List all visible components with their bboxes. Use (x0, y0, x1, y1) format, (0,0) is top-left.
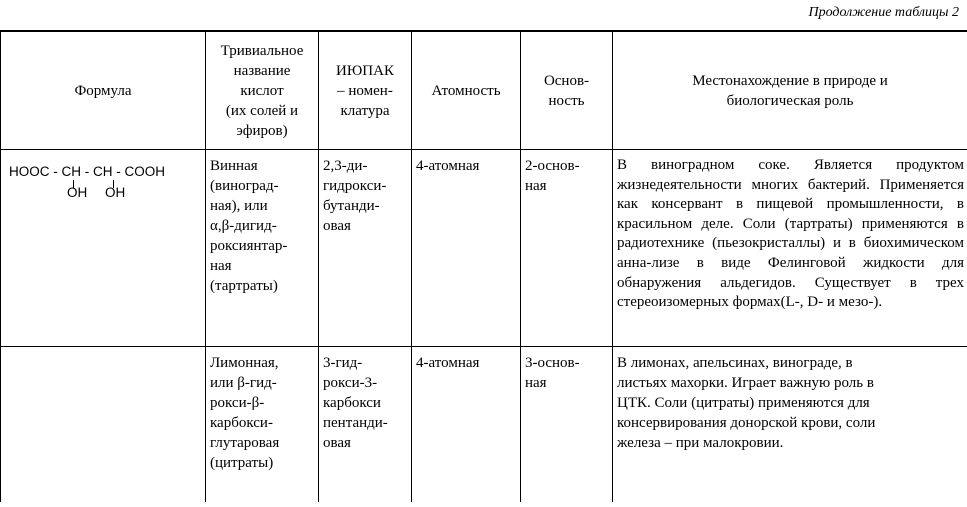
iupac-cell: 3-гид- рокси-3- карбокси пентанди- овая (319, 347, 412, 503)
header-location-role: Местонахождение в природе и биологическая роль (613, 31, 967, 150)
basicity-cell: 3-основ- ная (521, 347, 613, 503)
header-atomicity: Атомность (412, 31, 521, 150)
formula-main-chain: HOOC - CH - CH - COOH (9, 164, 165, 179)
table-continuation-caption: Продолжение таблицы 2 (808, 5, 959, 20)
formula-oh-1: OH (67, 185, 88, 200)
header-iupac: ИЮПАК – номен- клатура (319, 31, 412, 150)
header-basicity: Основ- ность (521, 31, 613, 150)
atomicity-cell: 4-атомная (412, 347, 521, 503)
iupac-cell: 2,3-ди- гидрокси- бутанди- овая (319, 150, 412, 347)
acids-table (0, 30, 967, 502)
basicity-cell: 2-основ- ная (521, 150, 613, 347)
location-cell: В виноградном соке. Является продуктом жизнедеятельности многих бактерий. Применяется как консервант в пищевой промышленности, в красильном деле. Соли (тартраты) применяются в радиотехнике (пьезокристаллы) и в биохимическом анна-лизе в виде Фелинговой жидкости для обнаружения альдегидов. Существует в трех стереоизомерных формах(L-, D- и мезо-). (613, 150, 967, 347)
header-trivial-name: Тривиальное название кислот (их солей и эфиров) (206, 31, 319, 150)
trivial-name-cell: Винная (виноград- ная), или α,β-дигид- роксиянтар- ная (тартраты) (206, 150, 319, 347)
table-header-row (1, 31, 967, 150)
formula-oh-2: OH (105, 185, 126, 200)
location-cell: В лимонах, апельсинах, винограде, в листьях махорки. Играет важную роль в ЦТК. Соли (цитраты) применяются для консервирования донорской крови, соли железа – при малокровии. (613, 347, 967, 503)
table-row (1, 150, 967, 347)
header-formula: Формула (1, 31, 206, 150)
table-row (1, 347, 967, 503)
structural-formula (1, 150, 205, 346)
formula-cell (1, 150, 206, 347)
trivial-name-cell: Лимонная, или β-гид- рокси-β- карбокси- глутаровая (цитраты) (206, 347, 319, 503)
formula-cell (1, 347, 206, 503)
atomicity-cell: 4-атомная (412, 150, 521, 347)
